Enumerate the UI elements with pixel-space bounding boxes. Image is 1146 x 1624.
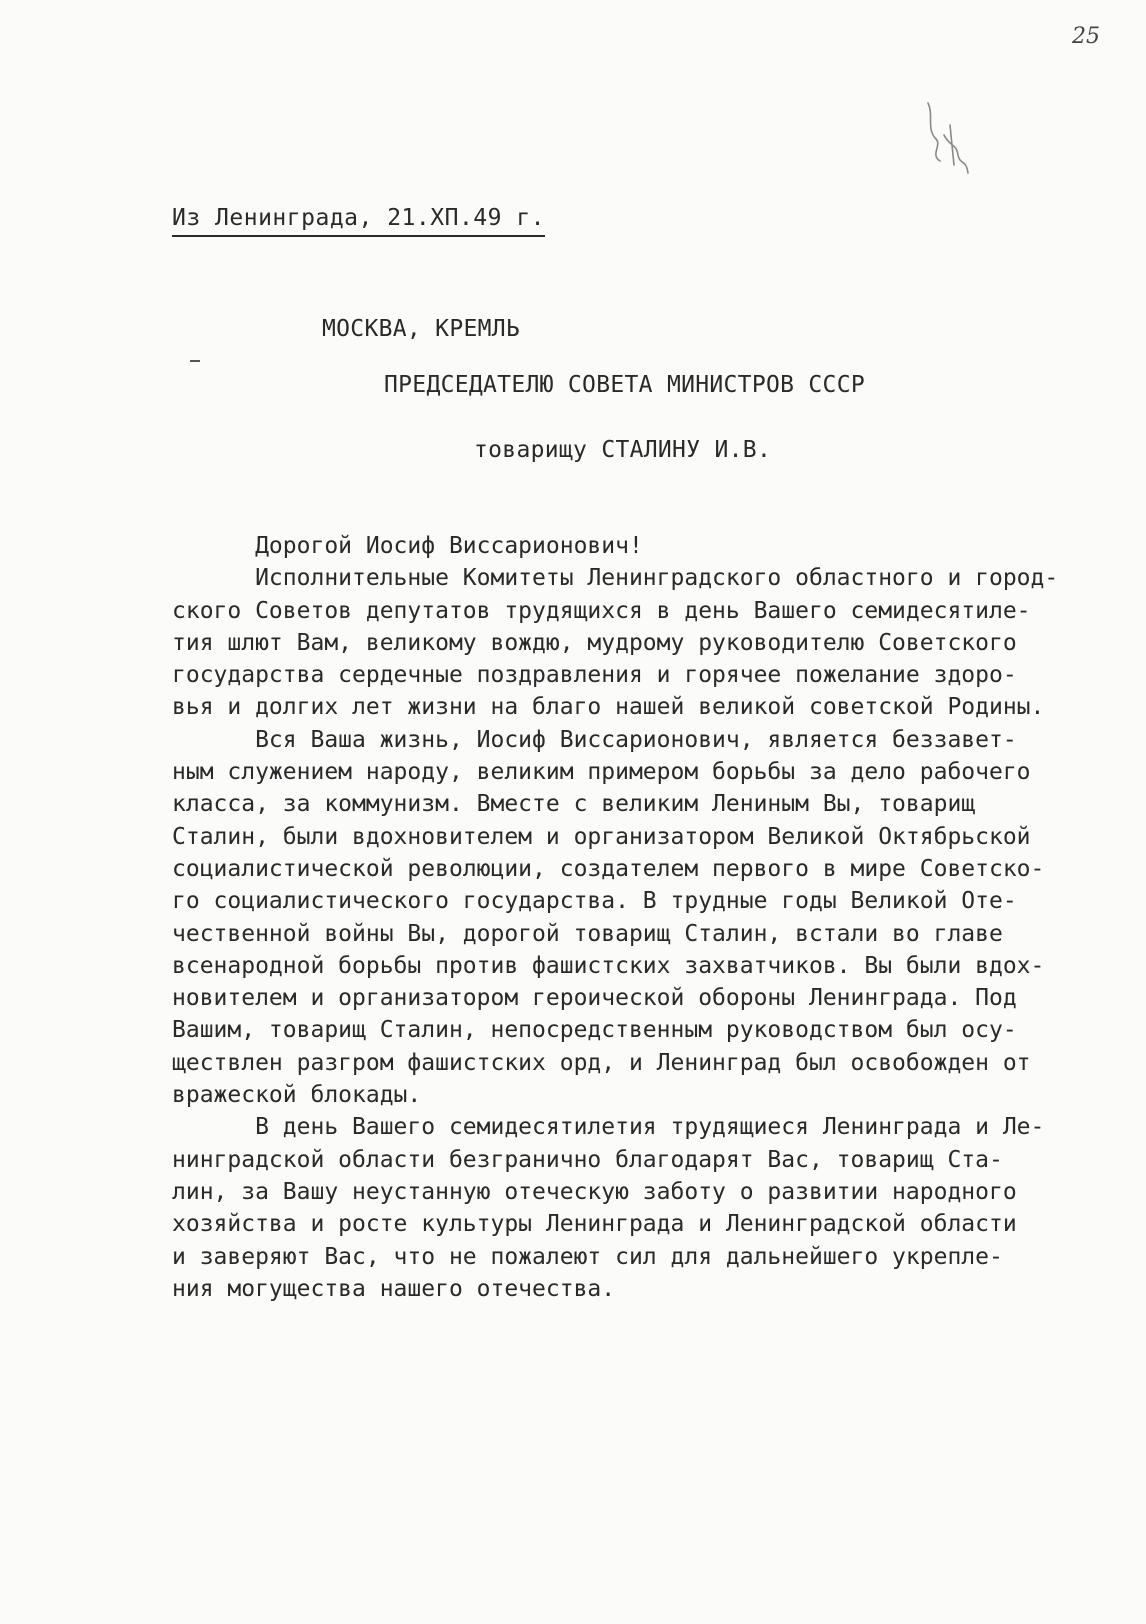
- letter-line: Исполнительные Комитеты Ленинградского областного и город-: [172, 565, 1059, 592]
- handwritten-signature-mark: [920, 95, 980, 185]
- letter-line: ского Советов депутатов трудящихся в день Вашего семидесятиле-: [172, 597, 1031, 624]
- letter-line: ществлен разгром фашистских орд, и Ленинград был освобожден от: [172, 1049, 1031, 1076]
- address-line-2: ПРЕДСЕДАТЕЛЮ СОВЕТА МИНИСТРОВ СССР: [384, 372, 866, 398]
- letter-line: всенародной борьбы против фашистских захватчиков. Вы были вдох-: [172, 952, 1045, 979]
- letter-line: социалистической революции, создателем первого в мире Советско-: [172, 855, 1045, 882]
- letter-line: лин, за Вашу неустанную отеческую заботу о развитии народного: [172, 1178, 1017, 1205]
- letter-line: нинградской области безгранично благодарят Вас, товарищ Ста-: [172, 1146, 1003, 1173]
- letter-line: вражеской блокады.: [172, 1082, 422, 1109]
- letter-line: вья и долгих лет жизни на благо нашей великой советской Родины.: [172, 694, 1045, 721]
- address-line-1: МОСКВА, КРЕМЛЬ: [322, 316, 521, 342]
- letter-line: Вся Ваша жизнь, Иосиф Виссарионович, является беззавет-: [172, 726, 1017, 753]
- letter-line: ным служением народу, великим примером борьбы за дело рабочего: [172, 759, 1031, 786]
- letter-line: класса, за коммунизм. Вместе с великим Лениным Вы, товарищ: [172, 791, 976, 818]
- page-number: 25: [1072, 24, 1100, 49]
- letter-line: В день Вашего семидесятилетия трудящиеся Ленинграда и Ле-: [172, 1114, 1045, 1141]
- letter-line: чественной войны Вы, дорогой товарищ Сталин, встали во главе: [172, 920, 1003, 947]
- letter-line: Сталин, были вдохновителем и организатором Великой Октябрьской: [172, 823, 1031, 850]
- letter-line: и заверяют Вас, что не пожалеют сил для дальнейшего укрепле-: [172, 1243, 1003, 1270]
- letter-line: хозяйства и росте культуры Ленинграда и Ленинградской области: [172, 1211, 1017, 1238]
- letter-line: тия шлют Вам, великому вождю, мудрому руководителю Советского: [172, 629, 1017, 656]
- letter-line: новителем и организатором героической обороны Ленинграда. Под: [172, 985, 1017, 1012]
- stray-ink-mark: [190, 360, 200, 362]
- letter-line: ния могущества нашего отечества.: [172, 1275, 616, 1302]
- letter-line: государства сердечные поздравления и горячее пожелание здоро-: [172, 662, 1017, 689]
- letter-body: [172, 530, 1132, 1305]
- letter-line: Вашим, товарищ Сталин, непосредственным руководством был осу-: [172, 1017, 1017, 1044]
- letter-line: го социалистического государства. В трудные годы Великой Оте-: [172, 888, 1017, 915]
- dateline: Из Ленинграда, 21.ХП.49 г.: [172, 205, 545, 237]
- letter-line: Дорогой Иосиф Виссарионович!: [172, 533, 643, 559]
- address-line-3: товарищу СТАЛИНУ И.В.: [474, 437, 772, 463]
